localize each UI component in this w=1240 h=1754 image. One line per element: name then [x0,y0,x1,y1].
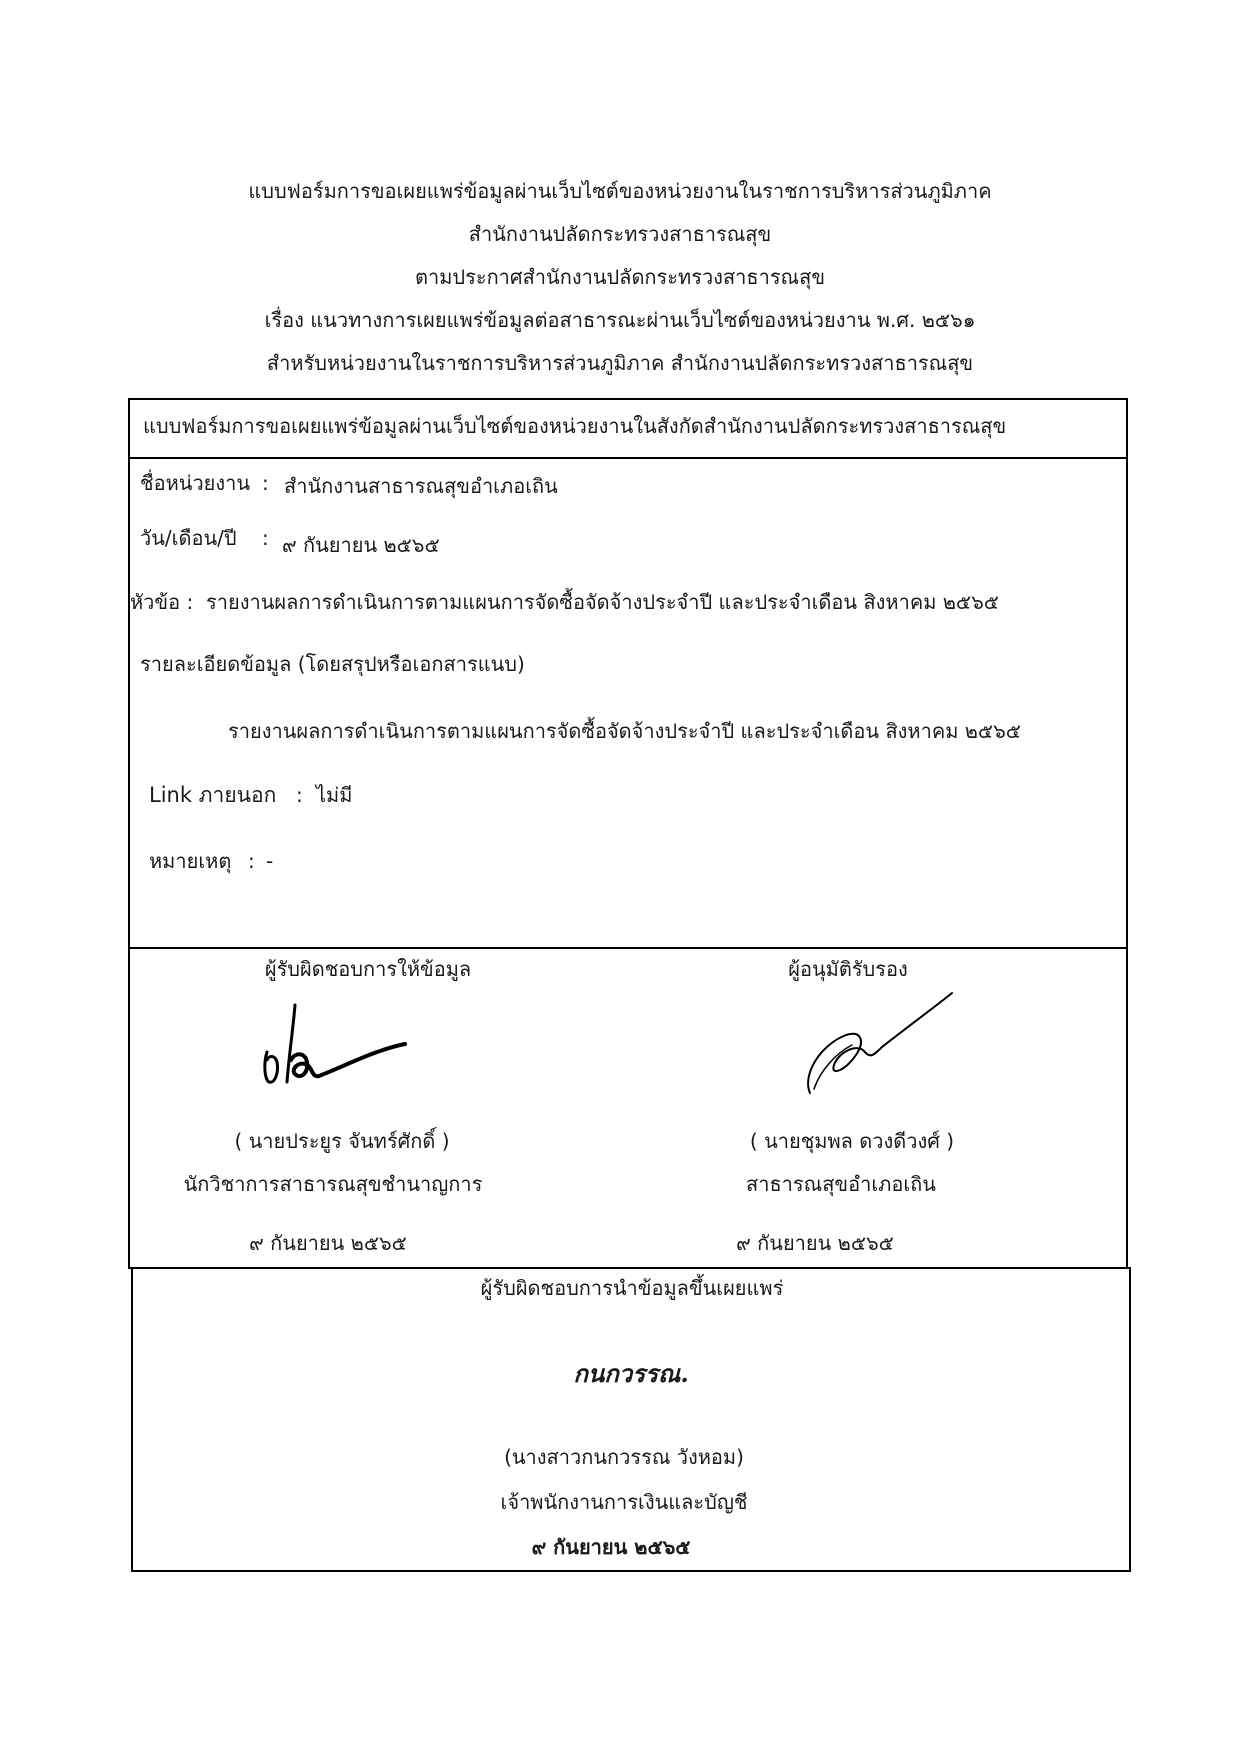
header-subject: เรื่อง แนวทางการเผยแพร่ข้อมูลต่อสาธารณะผ่านเว็บไซต์ของหน่วยงาน พ.ศ. ๒๕๖๑ [264,308,976,332]
publisher-signature: กนกวรรณ. [573,1359,689,1388]
remark-label: หมายเหตุ [149,849,232,873]
details-value: รายงานผลการดำเนินการตามแผนการจัดซื้อจัดจ้างประจำปี และประจำเดือน สิงหาคม ๒๕๖๕ [228,719,1021,743]
header-announcement: ตามประกาศสำนักงานปลัดกระทรวงสาธารณสุข [414,265,825,289]
approver-date: ๙ กันยายน ๒๕๖๕ [736,1231,894,1255]
signature-box [128,947,1128,1269]
header-title: แบบฟอร์มการขอเผยแพร่ข้อมูลผ่านเว็บไซต์ของหน่วยงานในราชการบริหารส่วนภูมิภาค [248,179,992,203]
responsible-position: นักวิชาการสาธารณสุขชำนาญการ [183,1172,483,1196]
form-body-box [128,457,1128,949]
publisher-role: ผู้รับผิดชอบการนำข้อมูลขึ้นเผยแพร่ [480,1276,784,1300]
form-title: แบบฟอร์มการขอเผยแพร่ข้อมูลผ่านเว็บไซต์ของหน่วยงานในสังกัดสำนักงานปลัดกระทรวงสาธารณสุข [143,414,1007,438]
header-scope: สำหรับหน่วยงานในราชการบริหารส่วนภูมิภาค สำนักงานปลัดกระทรวงสาธารณสุข [266,351,974,375]
external-link-value: ไม่มี [316,783,353,807]
topic-label: หัวข้อ : [130,590,194,614]
agency-colon: : [262,471,269,495]
publisher-position: เจ้าพนักงานการเงินและบัญชี [500,1490,748,1514]
remark-colon: : [248,849,255,873]
approver-position: สาธารณสุขอำเภอเถิน [746,1172,936,1196]
publisher-date: ๙ กันยายน ๒๕๖๕ [531,1535,691,1559]
topic-value: รายงานผลการดำเนินการตามแผนการจัดซื้อจัดจ้างประจำปี และประจำเดือน สิงหาคม ๒๕๖๕ [206,590,999,614]
publisher-name: (นางสาวกนกวรรณ วังหอม) [504,1445,744,1469]
agency-value: สำนักงานสาธารณสุขอำเภอเถิน [284,474,558,498]
date-label: วัน/เดือน/ปี [140,526,237,550]
date-value: ๙ กันยายน ๒๕๖๕ [282,533,440,557]
details-label: รายละเอียดข้อมูล (โดยสรุปหรือเอกสารแนบ) [140,652,525,676]
external-link-label: Link ภายนอก [149,783,277,807]
remark-value: - [266,849,274,873]
date-colon: : [262,526,269,550]
publisher-box [131,1267,1131,1572]
responsible-date: ๙ กันยายน ๒๕๖๕ [249,1231,407,1255]
responsible-role: ผู้รับผิดชอบการให้ข้อมูล [264,957,472,981]
approver-signature [800,985,970,1100]
approver-role: ผู้อนุมัติรับรอง [788,957,908,981]
responsible-name: ( นายประยูร จันทร์ศักดิ์ ) [234,1129,450,1153]
header-office: สำนักงานปลัดกระทรวงสาธารณสุข [468,222,772,246]
document-header [0,170,1240,385]
approver-name: ( นายชุมพล ดวงดีวงศ์ ) [749,1129,955,1153]
agency-label: ชื่อหน่วยงาน [140,471,251,495]
responsible-signature [255,1000,415,1090]
external-link-colon: : [296,783,303,807]
